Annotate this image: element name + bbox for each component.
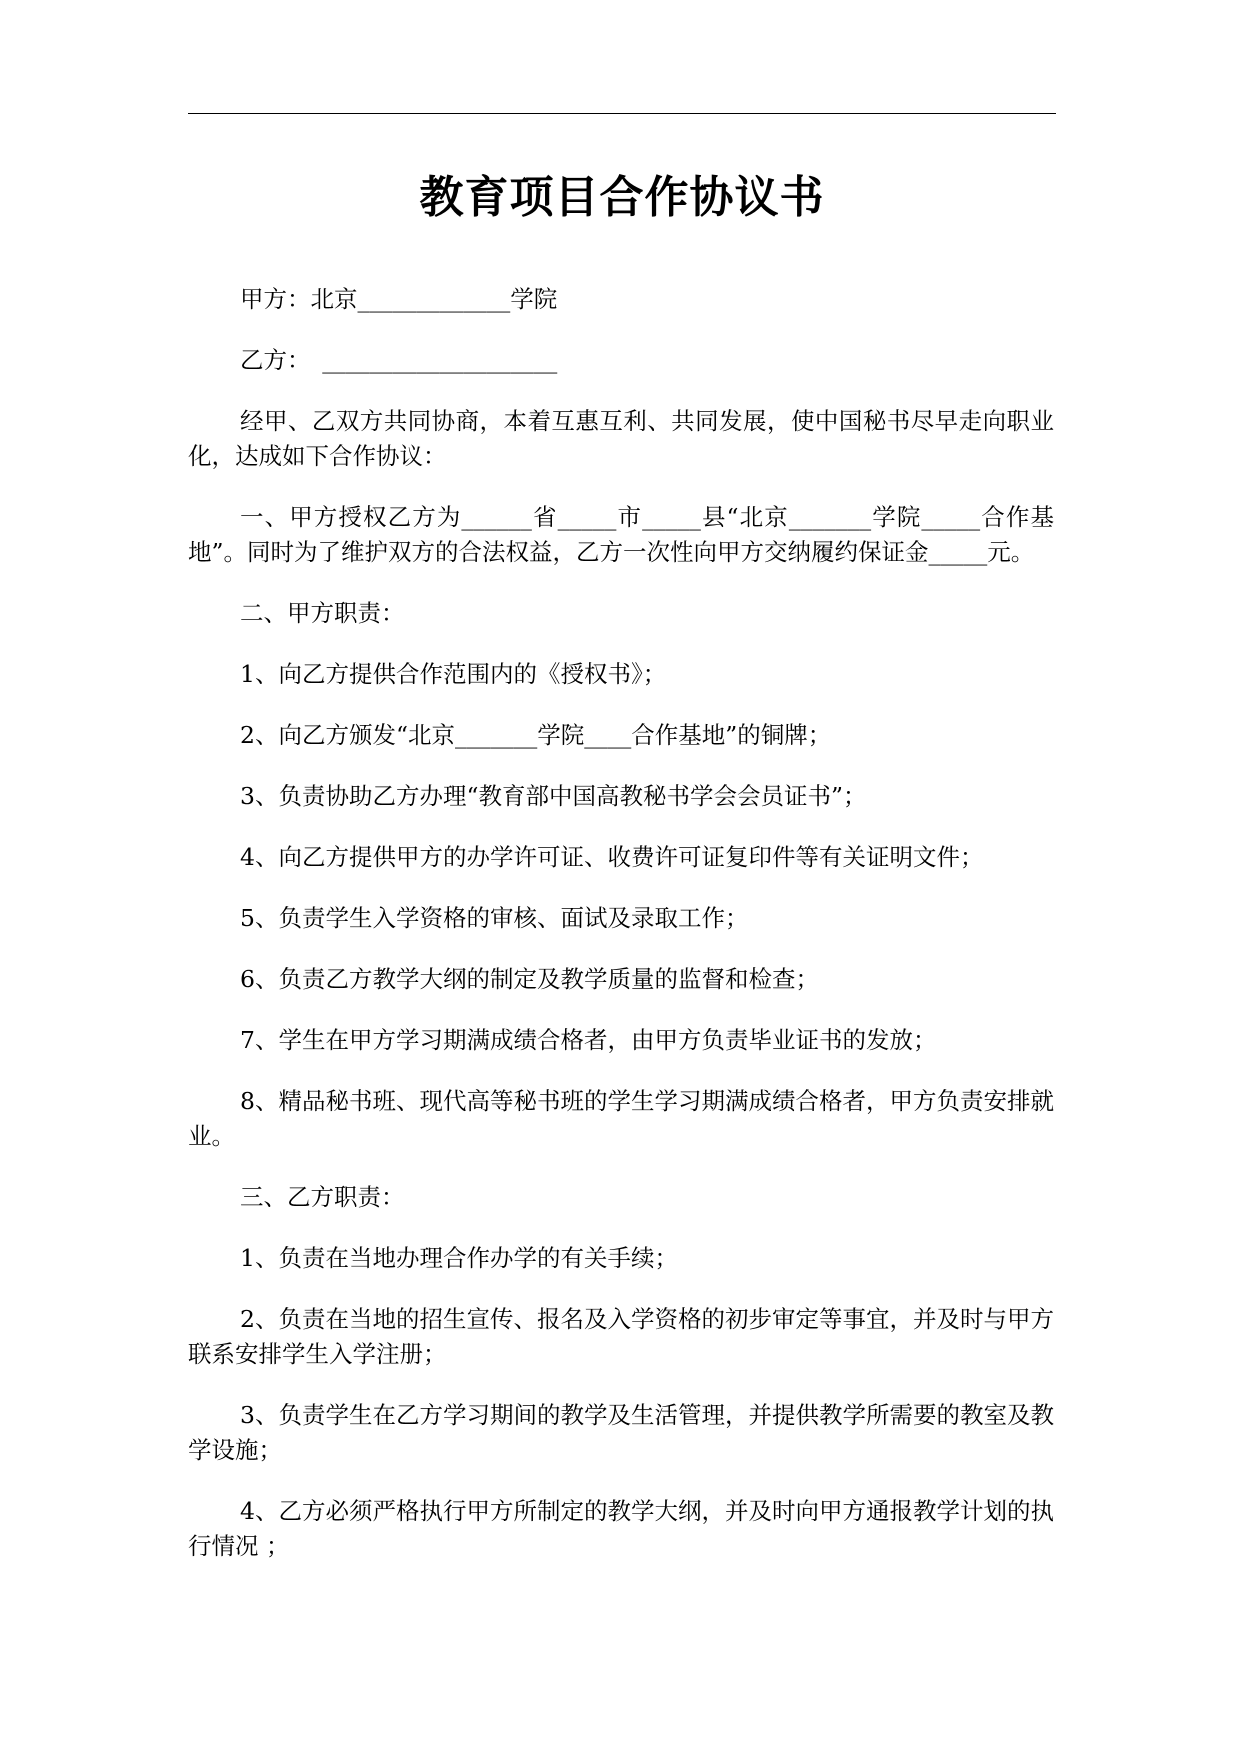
header-rule [188, 113, 1056, 114]
document-body [188, 282, 1054, 1590]
section-heading-party-b-duties: 三、乙方职责： [240, 1183, 405, 1211]
clause-1-authorization: 一、甲方授权乙方为______省_____市_____县“北京_______学院_____合作基地”。同时为了维护双方的合法权益，乙方一次性向甲方交纳履约保证金_____元。 [188, 503, 1054, 566]
party-b-duty-4: 4、乙方必须严格执行甲方所制定的教学大纲，并及时向甲方通报教学计划的执行情况 ； [188, 1497, 1054, 1560]
party-a-line: 甲方：北京_____________学院 [240, 285, 558, 313]
party-a-duty-6: 6、负责乙方教学大纲的制定及教学质量的监督和检查； [240, 965, 819, 993]
section-heading-party-a-duties: 二、甲方职责： [240, 599, 405, 627]
party-a-duty-2: 2、向乙方颁发“北京_______学院____合作基地”的铜牌； [240, 721, 832, 749]
party-a-duty-1: 1、向乙方提供合作范围内的《授权书》； [240, 660, 667, 688]
party-b-line: 乙方： ____________________ [240, 346, 558, 374]
party-b-duty-1: 1、负责在当地办理合作办学的有关手续； [240, 1244, 678, 1272]
party-a-duty-8: 8、精品秘书班、现代高等秘书班的学生学习期满成绩合格者，甲方负责安排就业。 [188, 1087, 1054, 1150]
party-a-duty-7: 7、学生在甲方学习期满成绩合格者，由甲方负责毕业证书的发放； [240, 1026, 937, 1054]
document-title: 教育项目合作协议书 [419, 172, 825, 223]
preamble-paragraph: 经甲、乙双方共同协商，本着互惠互利、共同发展，使中国秘书尽早走向职业化，达成如下合作协议： [188, 407, 1054, 470]
party-a-duty-4: 4、向乙方提供甲方的办学许可证、收费许可证复印件等有关证明文件； [240, 843, 984, 871]
party-b-duty-2: 2、负责在当地的招生宣传、报名及入学资格的初步审定等事宜，并及时与甲方联系安排学生入学注册； [188, 1305, 1054, 1368]
party-a-duty-3: 3、负责协助乙方办理“教育部中国高教秘书学会会员证书”； [240, 782, 867, 810]
party-b-duty-3: 3、负责学生在乙方学习期间的教学及生活管理，并提供教学所需要的教室及教学设施； [188, 1401, 1054, 1464]
party-a-duty-5: 5、负责学生入学资格的审核、面试及录取工作； [240, 904, 749, 932]
